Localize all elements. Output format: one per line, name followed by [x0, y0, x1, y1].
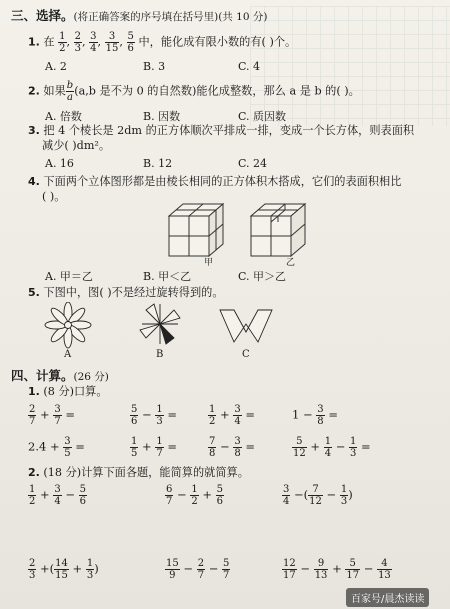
oral-1-4: 1 − $\frac{3}{8}$ =	[292, 404, 338, 427]
calc-4: $\frac{2}{3}$ +( $\frac{14}{15}$ + $\frac{1}{3}$ )	[29, 558, 99, 581]
q2-number: 2.	[28, 84, 40, 98]
q1-option-b: B. 3	[143, 60, 166, 73]
q4-number: 4.	[28, 175, 40, 188]
q1-fraction-2: $\frac{2}{3}$	[74, 31, 82, 54]
label-jia: 甲	[204, 258, 214, 268]
oral-2-1: 2.4 + $\frac{3}{5}$ =	[28, 436, 85, 459]
oral-1-2: $\frac{5}{6}$ − $\frac{1}{3}$ =	[131, 404, 177, 427]
section-4-title: 四、计算。	[11, 368, 74, 383]
q2-option-a: A. 倍数	[45, 110, 82, 123]
calc-6: $\frac{12}{17}$ − $\frac{9}{13}$ + $\frac{5}{17}$ − $\frac{4}{13}$	[283, 558, 391, 581]
label-yi: 乙	[286, 258, 296, 268]
calc-1: $\frac{1}{2}$ + $\frac{3}{4}$ − $\frac{5}{6}$	[29, 484, 87, 507]
q1-fraction-3: $\frac{3}{4}$	[90, 31, 97, 54]
section-3-note: (将正确答案的序号填在括号里)(共 10 分)	[73, 11, 268, 23]
q3-number: 3.	[28, 124, 40, 137]
q3-line-2: 减少( )dm²。	[42, 139, 111, 152]
watermark: 百家号/晨杰读读	[346, 588, 429, 607]
figure-a-flower	[45, 302, 91, 348]
q1-option-a: A. 2	[45, 60, 67, 73]
calc-3: $\frac{3}{4}$ −( $\frac{7}{12}$ − $\frac{1}{3}$ )	[283, 484, 353, 507]
question-3	[28, 124, 414, 138]
section-3-title: 三、选择。	[11, 8, 74, 23]
question-1: 1. 在 $\frac{1}{2}$ , $\frac{2}{3}$ , $\frac{3}{4}$ , $\frac{3}{15}$ , $\frac{5}{6}$ 中，能化成有限小数的有( )个。	[28, 31, 297, 54]
calc-part-1-heading: 1. (8 分)口算。	[28, 385, 108, 398]
section-3-heading	[11, 6, 267, 24]
oral-2-2: $\frac{1}{5}$ + $\frac{1}{7}$ =	[131, 436, 177, 459]
q1-fraction-4: $\frac{3}{15}$	[105, 31, 119, 54]
q4-option-b: B. 甲＜乙	[143, 270, 192, 283]
q1-prefix: 在	[43, 35, 55, 49]
q2-option-b: B. 因数	[143, 110, 181, 123]
label-c: C	[242, 349, 250, 360]
q4-option-c: C. 甲＞乙	[238, 270, 287, 283]
figure-c-wings	[220, 310, 272, 342]
figure-yi	[251, 204, 305, 256]
q1-fraction-5: $\frac{5}{6}$	[127, 31, 134, 54]
q2-fraction: $\frac{b}{a}$	[66, 80, 74, 103]
q1-option-c: C. 4	[238, 60, 261, 73]
calc-5: $\frac{15}{9}$ − $\frac{2}{7}$ − $\frac{5}{7}$	[166, 558, 230, 581]
label-b: B	[156, 349, 164, 360]
question-5	[28, 286, 224, 300]
question-2	[28, 80, 360, 103]
q1-suffix: 中，能化成有限小数的有( )个。	[138, 35, 297, 49]
section-4-heading	[11, 366, 109, 384]
q2-option-c: C. 质因数	[238, 110, 287, 123]
section-4-note: (26 分)	[73, 371, 109, 383]
oral-1-3: $\frac{1}{2}$ + $\frac{3}{4}$ =	[209, 404, 255, 427]
q2-prefix: 如果	[43, 84, 66, 98]
q4-line-1: 下面两个立体图形都是由棱长相同的正方体积木搭成，它们的表面积相比	[43, 175, 402, 188]
q5-number: 5.	[28, 286, 40, 299]
label-a: A	[64, 349, 72, 360]
q3-option-c: C. 24	[238, 157, 268, 170]
q3-option-b: B. 12	[143, 157, 173, 170]
oral-2-3: $\frac{7}{8}$ − $\frac{3}{8}$ =	[209, 436, 255, 459]
q4-option-a: A. 甲＝乙	[45, 270, 93, 283]
oral-2-4: $\frac{5}{12}$ + $\frac{1}{4}$ − $\frac{1}{3}$ =	[293, 436, 371, 459]
q4-line-2: ( )。	[42, 190, 66, 203]
q5-text: 下图中，图( )不是经过旋转得到的。	[43, 286, 224, 299]
oral-1-1: $\frac{2}{7}$ + $\frac{3}{7}$ =	[29, 404, 75, 427]
q3-line-1: 把 4 个棱长是 2dm 的正方体顺次平排成一排，变成一个长方体，则表面积	[43, 124, 415, 137]
figure-jia	[169, 204, 223, 256]
calc-2: $\frac{6}{7}$ − $\frac{1}{2}$ + $\frac{5}{6}$	[166, 484, 224, 507]
q2-suffix: (a,b 是不为 0 的自然数)能化成整数，那么 a 是 b 的( )。	[74, 84, 360, 98]
figure-b-windmill	[140, 304, 180, 344]
q3-option-a: A. 16	[45, 157, 74, 170]
q1-number: 1.	[28, 35, 40, 49]
q1-fraction-1: $\frac{1}{2}$	[59, 31, 66, 54]
calc-part-2-heading: 2. (18 分)计算下面各题，能简算的就简算。	[28, 466, 249, 479]
rotation-figures	[20, 302, 300, 350]
question-4	[28, 175, 401, 189]
